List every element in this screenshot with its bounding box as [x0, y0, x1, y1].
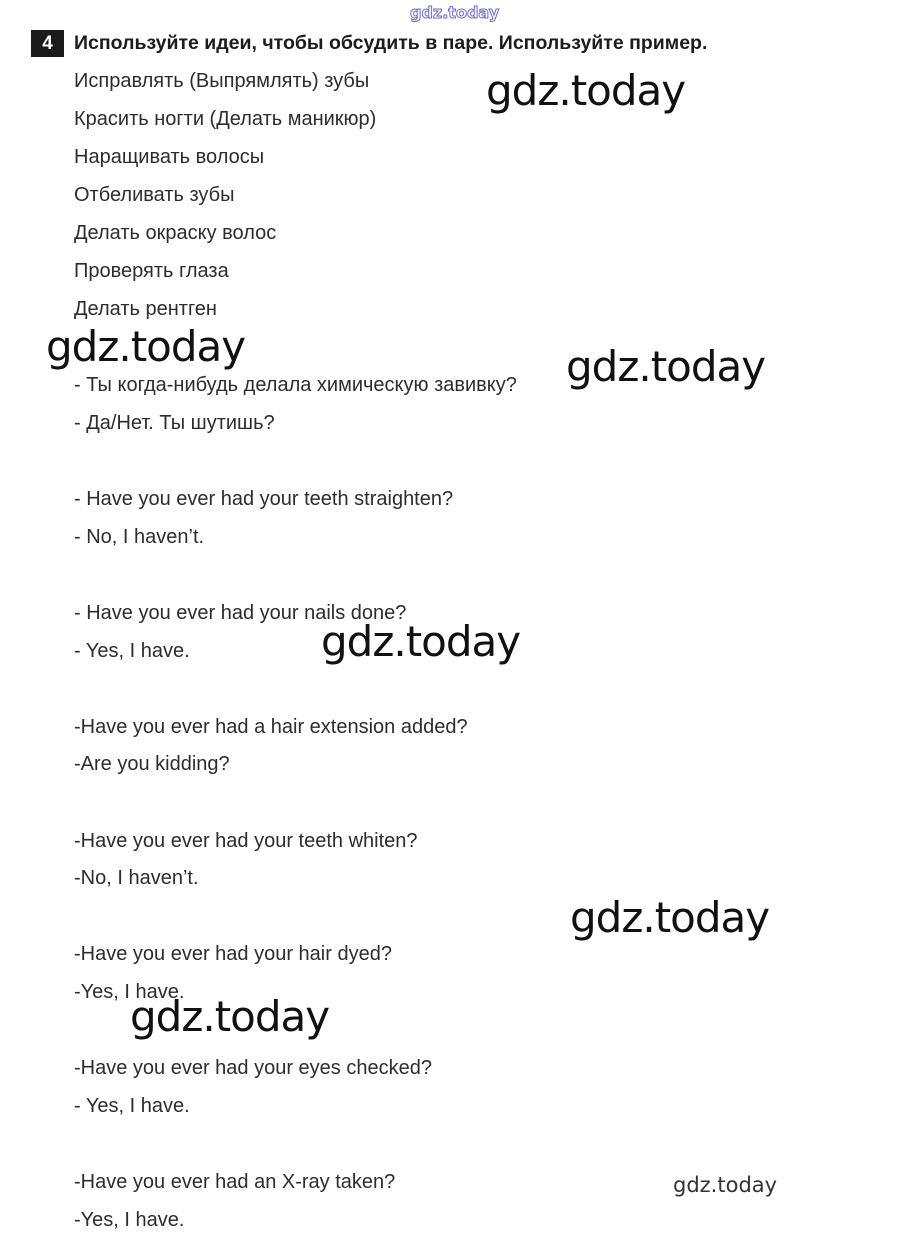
dialogue-answer: -Yes, I have. — [74, 981, 185, 1003]
dialogue-question: -Have you ever had a hair extension added? — [74, 716, 468, 738]
dialogue-answer: -Yes, I have. — [74, 1209, 185, 1231]
dialogue-answer: -No, I haven’t. — [74, 867, 199, 889]
idea-item: Отбеливать зубы — [74, 184, 235, 206]
dialogue-question: -Have you ever had your eyes checked? — [74, 1057, 432, 1079]
example-answer: - Да/Нет. Ты шутишь? — [74, 412, 275, 434]
dialogue-answer: -Are you kidding? — [74, 753, 230, 775]
dialogue-question: - Have you ever had your nails done? — [74, 602, 407, 624]
idea-item: Проверять глаза — [74, 260, 229, 282]
idea-item: Делать рентген — [74, 298, 217, 320]
dialogue-question: -Have you ever had your teeth whiten? — [74, 830, 418, 852]
example-question: - Ты когда-нибудь делала химическую завивку? — [74, 374, 517, 396]
dialogue-question: -Have you ever had an X-ray taken? — [74, 1171, 396, 1193]
idea-item: Делать окраску волос — [74, 222, 277, 244]
watermark: gdz.today — [570, 893, 770, 942]
watermark-top: gdz.today — [410, 3, 500, 22]
idea-item: Наращивать волосы — [74, 146, 265, 168]
watermark: gdz.today — [673, 1173, 778, 1197]
idea-item: Исправлять (Выпрямлять) зубы — [74, 70, 370, 92]
watermark: gdz.today — [321, 617, 521, 666]
dialogue-question: - Have you ever had your teeth straighten? — [74, 488, 454, 510]
dialogue-answer: - No, I haven’t. — [74, 526, 205, 548]
task-title: Используйте идеи, чтобы обсудить в паре. Используйте пример. — [74, 32, 708, 54]
dialogue-answer: - Yes, I have. — [74, 640, 190, 662]
watermark: gdz.today — [46, 322, 246, 371]
watermark: gdz.today — [566, 342, 766, 391]
dialogue-answer: - Yes, I have. — [74, 1095, 190, 1117]
watermark: gdz.today — [486, 66, 686, 115]
dialogue-question: -Have you ever had your hair dyed? — [74, 943, 392, 965]
idea-item: Красить ногти (Делать маникюр) — [74, 108, 377, 130]
watermark: gdz.today — [130, 992, 330, 1041]
task-number-badge: 4 — [31, 30, 64, 57]
